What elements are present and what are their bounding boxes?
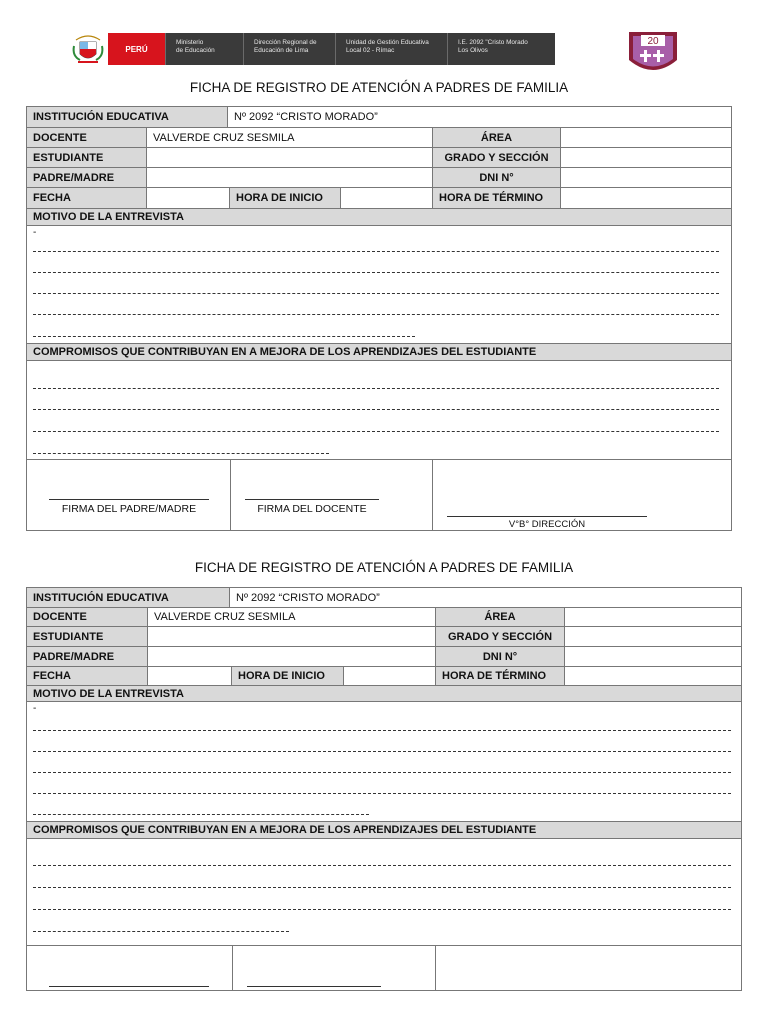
school-crest-icon bbox=[627, 30, 679, 77]
dashed-line bbox=[33, 251, 719, 252]
hora-termino-label: HORA DE TÉRMINO bbox=[433, 188, 561, 208]
form-title: FICHA DE REGISTRO DE ATENCIÓN A PADRES DE FAMILIA bbox=[194, 560, 574, 575]
compromisos-header: COMPROMISOS QUE CONTRIBUYAN EN A MEJORA DE LOS APRENDIZAJES DEL ESTUDIANTE bbox=[27, 822, 741, 839]
dashed-line bbox=[33, 751, 731, 752]
hora-termino-field[interactable] bbox=[565, 667, 741, 685]
page-header bbox=[0, 0, 768, 80]
padre-label: PADRE/MADRE bbox=[27, 647, 148, 666]
signature-line bbox=[49, 499, 209, 500]
estudiante-label: ESTUDIANTE bbox=[27, 627, 148, 646]
dni-field[interactable] bbox=[565, 647, 741, 666]
estudiante-field[interactable] bbox=[148, 627, 436, 646]
row-institucion bbox=[27, 107, 731, 128]
motivo-body[interactable] bbox=[27, 702, 741, 822]
dashed-line bbox=[33, 931, 289, 932]
institucion-label: INSTITUCIÓN EDUCATIVA bbox=[27, 588, 230, 607]
firma-docente-box[interactable] bbox=[233, 946, 436, 991]
dashed-line bbox=[33, 336, 415, 337]
form-grid bbox=[26, 587, 742, 991]
dashed-line bbox=[33, 272, 719, 273]
signature-row bbox=[27, 460, 731, 530]
row-institucion bbox=[27, 588, 741, 608]
dashed-line bbox=[33, 730, 731, 731]
vb-direccion-box[interactable] bbox=[433, 460, 731, 530]
area-label: ÁREA bbox=[436, 608, 565, 626]
fecha-field[interactable] bbox=[148, 667, 232, 685]
peru-coat-of-arms-icon bbox=[70, 34, 106, 66]
motivo-body[interactable] bbox=[27, 226, 731, 344]
grado-field[interactable] bbox=[565, 627, 741, 646]
hora-inicio-label: HORA DE INICIO bbox=[232, 667, 344, 685]
dni-label: DNI N° bbox=[433, 168, 561, 187]
crest-number: 20 bbox=[647, 36, 659, 47]
hora-inicio-field[interactable] bbox=[344, 667, 436, 685]
ficha-form-1 bbox=[26, 76, 732, 536]
estudiante-field[interactable] bbox=[147, 148, 433, 167]
institucion-label: INSTITUCIÓN EDUCATIVA bbox=[27, 107, 228, 127]
dashed-line bbox=[33, 772, 731, 773]
row-estudiante bbox=[27, 627, 741, 647]
motivo-first-line: - bbox=[33, 227, 37, 238]
firma-docente-box[interactable] bbox=[231, 460, 433, 530]
dashed-line bbox=[33, 887, 731, 888]
dashed-line bbox=[33, 431, 719, 432]
firma-padre-label: FIRMA DEL PADRE/MADRE bbox=[61, 503, 197, 515]
row-padre bbox=[27, 168, 731, 188]
motivo-header: MOTIVO DE LA ENTREVISTA bbox=[27, 686, 741, 702]
row-estudiante bbox=[27, 148, 731, 168]
padre-field[interactable] bbox=[147, 168, 433, 187]
signature-line bbox=[245, 499, 379, 500]
motivo-header: MOTIVO DE LA ENTREVISTA bbox=[27, 209, 731, 226]
dni-field[interactable] bbox=[561, 168, 731, 187]
hora-inicio-label: HORA DE INICIO bbox=[230, 188, 341, 208]
area-field[interactable] bbox=[561, 128, 731, 147]
compromisos-header: COMPROMISOS QUE CONTRIBUYAN EN A MEJORA DE LOS APRENDIZAJES DEL ESTUDIANTE bbox=[27, 344, 731, 361]
signature-line bbox=[49, 986, 209, 987]
compromisos-body[interactable] bbox=[27, 361, 731, 460]
grado-field[interactable] bbox=[561, 148, 731, 167]
firma-docente-label: FIRMA DEL DOCENTE bbox=[257, 503, 367, 515]
fecha-label: FECHA bbox=[27, 188, 147, 208]
dni-label: DNI N° bbox=[436, 647, 565, 666]
docente-value[interactable]: VALVERDE CRUZ SESMILA bbox=[148, 608, 436, 626]
banner-segment-ministerio: Ministerio de Educación bbox=[165, 33, 243, 65]
fecha-label: FECHA bbox=[27, 667, 148, 685]
form-grid bbox=[26, 106, 732, 531]
banner-segment-direccion: Dirección Regional de Educación de Lima bbox=[243, 33, 335, 65]
dashed-line bbox=[33, 909, 731, 910]
dashed-line bbox=[33, 453, 329, 454]
grado-label: GRADO Y SECCIÓN bbox=[436, 627, 565, 646]
dashed-line bbox=[33, 409, 719, 410]
firma-padre-box[interactable] bbox=[27, 946, 233, 991]
vb-direccion-box[interactable] bbox=[436, 946, 741, 991]
dashed-line bbox=[33, 293, 719, 294]
peru-label: PERÚ bbox=[108, 33, 165, 65]
hora-termino-label: HORA DE TÉRMINO bbox=[436, 667, 565, 685]
area-label: ÁREA bbox=[433, 128, 561, 147]
dashed-line bbox=[33, 814, 369, 815]
banner-segment-ie: I.E. 2092 "Cristo Morado Los Olivos bbox=[447, 33, 555, 65]
row-padre bbox=[27, 647, 741, 667]
vb-direccion-label: V°B° DIRECCIÓN bbox=[508, 519, 586, 530]
dashed-line bbox=[33, 865, 731, 866]
estudiante-label: ESTUDIANTE bbox=[27, 148, 147, 167]
area-field[interactable] bbox=[565, 608, 741, 626]
signature-line bbox=[447, 516, 647, 517]
government-banner bbox=[108, 33, 555, 65]
hora-termino-field[interactable] bbox=[561, 188, 731, 208]
grado-label: GRADO Y SECCIÓN bbox=[433, 148, 561, 167]
signature-row bbox=[27, 946, 741, 991]
institucion-value[interactable]: Nº 2092 “CRISTO MORADO” bbox=[234, 111, 378, 123]
padre-field[interactable] bbox=[148, 647, 436, 666]
ficha-form-2 bbox=[26, 556, 742, 996]
padre-label: PADRE/MADRE bbox=[27, 168, 147, 187]
row-fecha bbox=[27, 188, 731, 209]
docente-label: DOCENTE bbox=[27, 128, 147, 147]
docente-label: DOCENTE bbox=[27, 608, 148, 626]
banner-segment-ugel: Unidad de Gestión Educativa Local 02 - Rímac bbox=[335, 33, 447, 65]
docente-value[interactable]: VALVERDE CRUZ SESMILA bbox=[147, 128, 433, 147]
hora-inicio-field[interactable] bbox=[341, 188, 433, 208]
form-title: FICHA DE REGISTRO DE ATENCIÓN A PADRES DE FAMILIA bbox=[189, 80, 569, 95]
firma-padre-box[interactable] bbox=[27, 460, 231, 530]
dashed-line bbox=[33, 388, 719, 389]
motivo-first-line: - bbox=[33, 703, 37, 714]
institucion-value[interactable]: Nº 2092 “CRISTO MORADO” bbox=[236, 591, 380, 604]
row-docente bbox=[27, 128, 731, 148]
row-docente bbox=[27, 608, 741, 627]
dashed-line bbox=[33, 314, 719, 315]
fecha-field[interactable] bbox=[147, 188, 230, 208]
compromisos-body[interactable] bbox=[27, 839, 741, 946]
row-fecha bbox=[27, 667, 741, 686]
dashed-line bbox=[33, 793, 731, 794]
signature-line bbox=[247, 986, 381, 987]
